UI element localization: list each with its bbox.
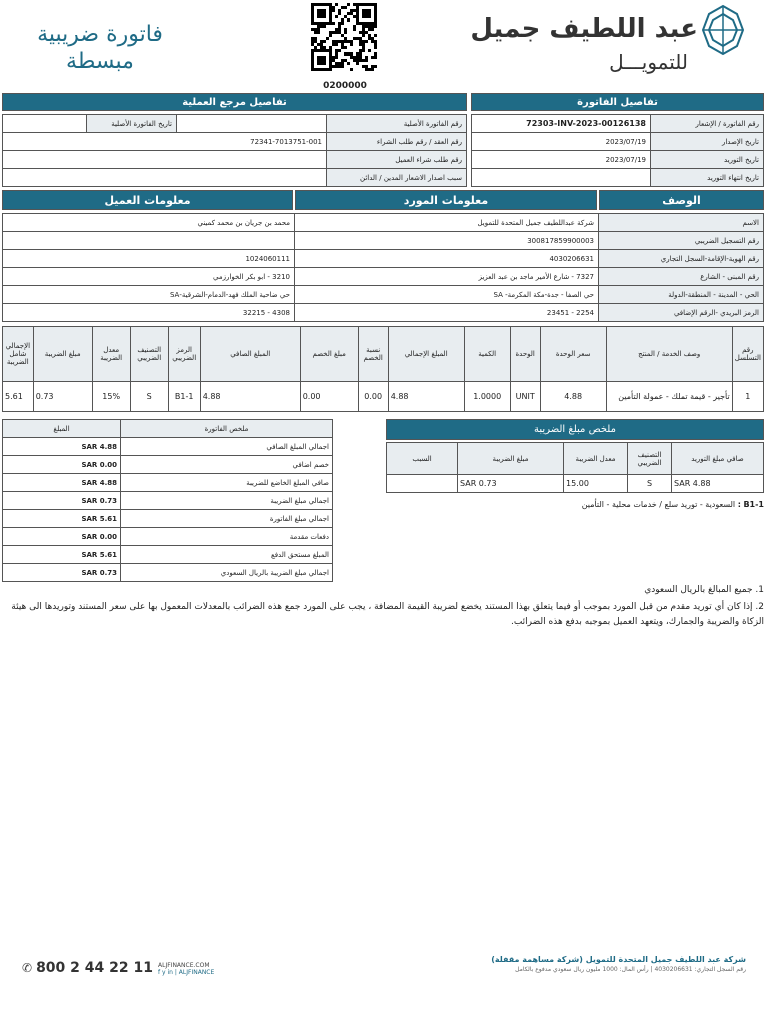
qr-code — [311, 3, 377, 71]
original-invoice-value — [177, 115, 327, 133]
cell-serial: 1 — [732, 382, 763, 412]
party-row-label: رقم الهوية-الإقامة-السجل التجاري — [599, 250, 764, 268]
supply-end-date-value — [472, 169, 651, 187]
brand-subtitle: للتمويـــل — [609, 50, 688, 74]
qr-caption: 0200000 — [323, 81, 367, 91]
table-row — [3, 382, 764, 412]
tax-amount: SAR 0.73 — [458, 475, 564, 493]
table-row — [3, 456, 333, 474]
parties-table — [2, 213, 764, 322]
party-row-label: الحي - المدينة - المنطقة-الدولة — [599, 286, 764, 304]
invoice-summary-table — [2, 419, 333, 582]
cell-net: 4.88 — [200, 382, 300, 412]
table-row — [3, 564, 333, 582]
party-row-label: الاسم — [599, 214, 764, 232]
cell-tax-category: S — [130, 382, 168, 412]
tax-col-reason: السبب — [387, 443, 458, 475]
reference-details-header: تفاصيل مرجع العملية — [2, 93, 467, 111]
footer-company-sub: رقم السجل التجاري: 4030206631 | رأس المال: 1000 مليون ريال سعودي مدفوع بالكامل — [515, 966, 746, 973]
table-row — [472, 151, 764, 169]
table-row — [3, 250, 764, 268]
summary-label: اجمالي مبلغ الضريبة — [121, 492, 333, 510]
cell-unit: UNIT — [510, 382, 540, 412]
summary-value: SAR 0.73 — [3, 492, 121, 510]
invoice-number-value: 72303-INV-2023-00126138 — [472, 115, 651, 133]
party-row-label: رقم المبنى - الشارع — [599, 268, 764, 286]
summary-value: SAR 0.73 — [3, 564, 121, 582]
tax-summary-header: ملخص مبلغ الضريبة — [386, 419, 764, 440]
issue-date-label: تاريخ الإصدار — [651, 133, 764, 151]
doc-title-line1: فاتورة ضريبية — [37, 22, 163, 47]
reason-value — [3, 169, 327, 187]
col-description: وصف الخدمة / المنتج — [606, 327, 732, 382]
invoice-number-label: رقم الفاتورة / الإشعار — [651, 115, 764, 133]
desc-header: الوصف — [599, 190, 764, 210]
tax-net: SAR 4.88 — [672, 475, 764, 493]
tax-summary-table — [386, 442, 764, 493]
summary-label: دفعات مقدمة — [121, 528, 333, 546]
customer-postal: 4308 - 32215 — [3, 304, 295, 322]
summary-label: صافي المبلغ الخاضع للضريبة — [121, 474, 333, 492]
summary-amount-header: المبلغ — [3, 420, 121, 438]
tax-code-desc: السعودية - توريد سلع / خدمات محلية - التأمين — [581, 500, 736, 509]
table-row — [3, 151, 467, 169]
tax-code-legend: B1-1 : السعودية - توريد سلع / خدمات محلية - التأمين — [581, 500, 764, 509]
party-row-label: الرمز البريدي -الرقم الإضافي — [599, 304, 764, 322]
table-row — [3, 115, 467, 133]
table-row — [3, 510, 333, 528]
supplier-name: شركة عبداللطيف جميل المتحدة للتمويل — [295, 214, 599, 232]
tax-rate: 15.00 — [564, 475, 628, 493]
col-tax-code: الرمز الضريبي — [168, 327, 200, 382]
summary-label: اجمالي مبلغ الفاتورة — [121, 510, 333, 528]
table-row — [3, 232, 764, 250]
summary-value: SAR 4.88 — [3, 474, 121, 492]
contract-value: 72341-7013751-001 — [3, 133, 327, 151]
footer-phone-block — [22, 960, 153, 976]
tax-col-category: التصنيف الضريبي — [628, 443, 672, 475]
invoice-details-table — [471, 114, 764, 187]
col-tax-rate: معدل الضريبة — [92, 327, 130, 382]
table-row — [3, 474, 333, 492]
supply-end-date-label: تاريخ انتهاء التوريد — [651, 169, 764, 187]
notes — [350, 585, 764, 595]
table-row — [3, 528, 333, 546]
col-net: المبلغ الصافي — [200, 327, 300, 382]
summary-value: SAR 5.61 — [3, 546, 121, 564]
col-discount: مبلغ الخصم — [300, 327, 358, 382]
col-gross: المبلغ الإجمالي — [388, 327, 464, 382]
footer-company-name: شركة عبد اللطيف جميل المتحدة للتمويل (شركة مساهمة مقفلة) — [491, 955, 746, 964]
table-row — [472, 169, 764, 187]
table-row — [3, 169, 467, 187]
tax-category: S — [628, 475, 672, 493]
po-label: رقم طلب شراء العميل — [327, 151, 467, 169]
summary-value: SAR 0.00 — [3, 528, 121, 546]
summary-label: خصم اضافي — [121, 456, 333, 474]
table-row — [3, 438, 333, 456]
supplier-header: معلومات المورد — [295, 190, 597, 210]
party-row-label: رقم التسجيل الضريبي — [599, 232, 764, 250]
col-quantity: الكمية — [464, 327, 510, 382]
col-tax-category: التصنيف الضريبي — [130, 327, 168, 382]
cell-tax-amount: 0.73 — [33, 382, 92, 412]
footer-site: ALJFINANCE.COM — [158, 962, 210, 969]
contract-label: رقم العقد / رقم طلب الشراء — [327, 133, 467, 151]
reason-label: سبب اصدار الاشعار المدين / الدائن — [327, 169, 467, 187]
summary-value: SAR 0.00 — [3, 456, 121, 474]
items-table — [2, 326, 764, 412]
cell-discount-rate: 0.00 — [358, 382, 388, 412]
customer-street: 3210 - ابو بكر الخوارزمي — [3, 268, 295, 286]
tax-col-amount: مبلغ الضريبة — [458, 443, 564, 475]
tax-reason — [387, 475, 458, 493]
doc-title-line2: مبسطة — [66, 49, 134, 74]
supply-date-label: تاريخ التوريد — [651, 151, 764, 169]
customer-district: حي ضاحية الملك فهد-الدمام-الشرقية-SA — [3, 286, 295, 304]
table-row — [3, 214, 764, 232]
footer-phone: 800 2 44 22 11 — [36, 960, 153, 976]
col-discount-rate: نسبة الخصم — [358, 327, 388, 382]
footer-social: f y in | ALJFINANCE — [158, 969, 215, 976]
reference-details-table — [2, 114, 467, 187]
original-date-value — [3, 115, 87, 133]
footer-web — [158, 962, 214, 976]
cell-description: تأجير - قيمة تملك - عمولة التأمين — [606, 382, 732, 412]
note-2: 2. إذا كان أي توريد مقدم من قبل المورد بموجب أو فيما يتعلق بهذا المستند يخضع لضريبة القيمة المضافة ، يجب على المورد جمع هذه الضرائب بالمعدلات المعمول بها على سعر المستند وتوريدها الى هيئة الزكاة والضريبة والجمارك، ويتعهد العميل بموجبه بدفع هذه الضرائب. — [11, 602, 764, 627]
summary-label: اجمالي مبلغ الضريبة بالريال السعودي — [121, 564, 333, 582]
supplier-district: حي الصفا - جدة-مكة المكرمة- SA — [295, 286, 599, 304]
customer-id: 1024060111 — [3, 250, 295, 268]
table-row — [387, 475, 764, 493]
summary-label: المبلغ مستحق الدفع — [121, 546, 333, 564]
customer-header: معلومات العميل — [2, 190, 293, 210]
items-header-row — [3, 327, 764, 382]
summary-value: SAR 5.61 — [3, 510, 121, 528]
col-unit-price: سعر الوحدة — [540, 327, 606, 382]
footer-company — [420, 955, 746, 973]
table-row — [472, 133, 764, 151]
col-total: الإجمالي شامل الضريبة — [3, 327, 34, 382]
table-row — [3, 546, 333, 564]
supplier-vat: 300817859900003 — [295, 232, 599, 250]
original-date-label: تاريخ الفاتورة الأصلية — [87, 115, 177, 133]
note-1: 1. جميع المبالغ بالريال السعودي — [644, 585, 764, 595]
doc-title — [10, 22, 190, 74]
supplier-id: 4030206631 — [295, 250, 599, 268]
cell-gross: 4.88 — [388, 382, 464, 412]
cell-total: 5.61 — [3, 382, 34, 412]
summary-title: ملخص الفاتورة — [121, 420, 333, 438]
tax-col-net: صافي مبلغ التوريد — [672, 443, 764, 475]
col-serial: رقم التسلسل — [732, 327, 763, 382]
tax-col-rate: معدل الضريبة — [564, 443, 628, 475]
logo-star-icon — [693, 4, 753, 56]
cell-tax-rate: 15% — [92, 382, 130, 412]
table-row — [472, 115, 764, 133]
supplier-street: 7327 - شارع الأمير ماجد بن عبد العزيز — [295, 268, 599, 286]
summary-label: اجمالي المبلغ الصافي — [121, 438, 333, 456]
summary-value: SAR 4.88 — [3, 438, 121, 456]
customer-name: محمد بن جريان بن محمد كميني — [3, 214, 295, 232]
cell-unit-price: 4.88 — [540, 382, 606, 412]
cell-tax-code: B1-1 — [168, 382, 200, 412]
phone-icon: ✆ — [22, 961, 33, 975]
issue-date-value: 2023/07/19 — [472, 133, 651, 151]
cell-discount: 0.00 — [300, 382, 358, 412]
summary-header-row — [3, 420, 333, 438]
tax-header-row — [387, 443, 764, 475]
invoice-details-header: تفاصيل الفاتورة — [471, 93, 764, 111]
supply-date-value: 2023/07/19 — [472, 151, 651, 169]
table-row — [3, 268, 764, 286]
col-tax-amount: مبلغ الضريبة — [33, 327, 92, 382]
table-row — [3, 492, 333, 510]
customer-vat — [3, 232, 295, 250]
po-value — [3, 151, 327, 169]
brand-name: عبد اللطيف جميل — [470, 14, 698, 44]
original-invoice-label: رقم الفاتورة الأصلية — [327, 115, 467, 133]
tax-code: B1-1 — [743, 500, 764, 509]
supplier-postal: 2254 - 23451 — [295, 304, 599, 322]
table-row — [3, 304, 764, 322]
table-row — [3, 133, 467, 151]
table-row — [3, 286, 764, 304]
cell-quantity: 1.0000 — [464, 382, 510, 412]
col-unit: الوحدة — [510, 327, 540, 382]
brand-logo — [470, 4, 758, 84]
